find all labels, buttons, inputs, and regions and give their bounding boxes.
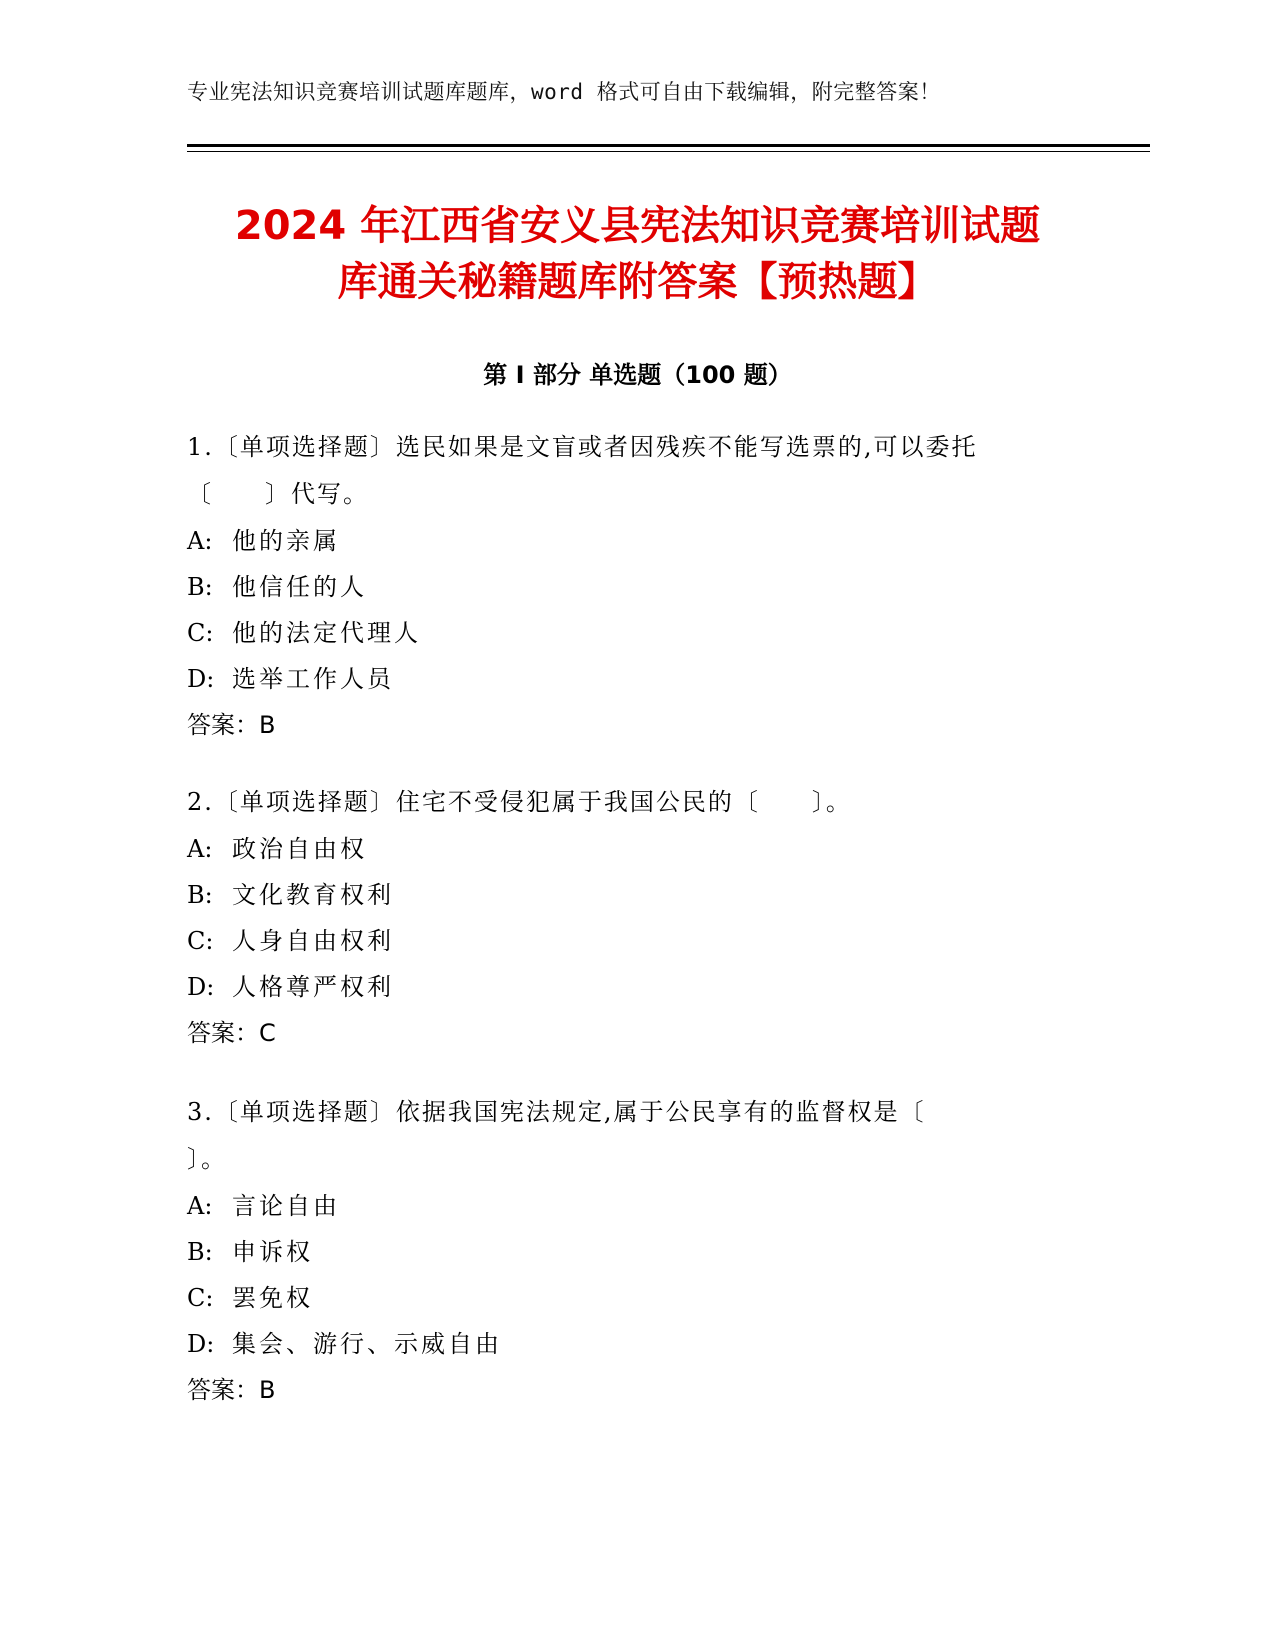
option-c — [187, 918, 1087, 964]
option-text: 他的法定代理人 — [232, 619, 421, 647]
option-d — [187, 656, 1087, 702]
question-stem: 3.〔单项选择题〕依据我国宪法规定,属于公民享有的监督权是〔 — [187, 1098, 926, 1126]
option-key: A: — [187, 527, 213, 555]
option-key: B: — [187, 1238, 213, 1266]
option-key: D: — [187, 1330, 215, 1358]
header-note: 专业宪法知识竞赛培训试题库题库，word 格式可自由下载编辑，附完整答案！ — [187, 80, 941, 104]
option-b — [187, 564, 1087, 610]
option-key: C: — [187, 619, 214, 647]
header-rule-thin — [187, 151, 1150, 152]
option-text: 言论自由 — [232, 1192, 340, 1220]
option-text: 政治自由权 — [232, 835, 367, 863]
option-key: A: — [187, 1192, 213, 1220]
option-b — [187, 1229, 1087, 1275]
option-key: B: — [187, 881, 213, 909]
question-2 — [187, 779, 1087, 1056]
option-text: 人格尊严权利 — [232, 973, 394, 1001]
answer: 答案：C — [187, 1019, 276, 1047]
option-text: 集会、游行、示威自由 — [232, 1330, 502, 1358]
option-text: 他的亲属 — [232, 527, 340, 555]
option-key: D: — [187, 973, 215, 1001]
option-key: D: — [187, 665, 215, 693]
option-text: 选举工作人员 — [232, 665, 394, 693]
option-a — [187, 1183, 1087, 1229]
answer: 答案：B — [187, 1376, 276, 1404]
option-d — [187, 964, 1087, 1010]
document-title — [150, 198, 1125, 310]
option-d — [187, 1321, 1087, 1367]
option-key: C: — [187, 1284, 214, 1312]
option-text: 人身自由权利 — [232, 927, 394, 955]
option-a — [187, 826, 1087, 872]
answer: 答案：B — [187, 711, 276, 739]
option-c — [187, 1275, 1087, 1321]
header-rule-thick — [187, 144, 1150, 147]
question-stem: 2.〔单项选择题〕住宅不受侵犯属于我国公民的〔 〕。 — [187, 788, 852, 816]
option-text: 申诉权 — [232, 1238, 313, 1266]
option-b — [187, 872, 1087, 918]
document-title-line1: 2024 年江西省安义县宪法知识竞赛培训试题 — [234, 203, 1041, 249]
document-title-line2: 库通关秘籍题库附答案【预热题】 — [337, 259, 938, 305]
question-stem-continued: 〕。 — [187, 1145, 227, 1173]
question-3 — [187, 1089, 1087, 1413]
question-1 — [187, 424, 1087, 748]
option-key: A: — [187, 835, 213, 863]
option-key: B: — [187, 573, 213, 601]
question-stem: 1.〔单项选择题〕选民如果是文盲或者因残疾不能写选票的,可以委托 — [187, 433, 978, 461]
option-text: 罢免权 — [232, 1284, 313, 1312]
option-c — [187, 610, 1087, 656]
section-title: 第 I 部分 单选题（100 题） — [483, 361, 792, 389]
option-key: C: — [187, 927, 214, 955]
option-a — [187, 518, 1087, 564]
question-stem-continued: 〔 〕代写。 — [187, 480, 369, 508]
option-text: 文化教育权利 — [232, 881, 394, 909]
option-text: 他信任的人 — [232, 573, 367, 601]
